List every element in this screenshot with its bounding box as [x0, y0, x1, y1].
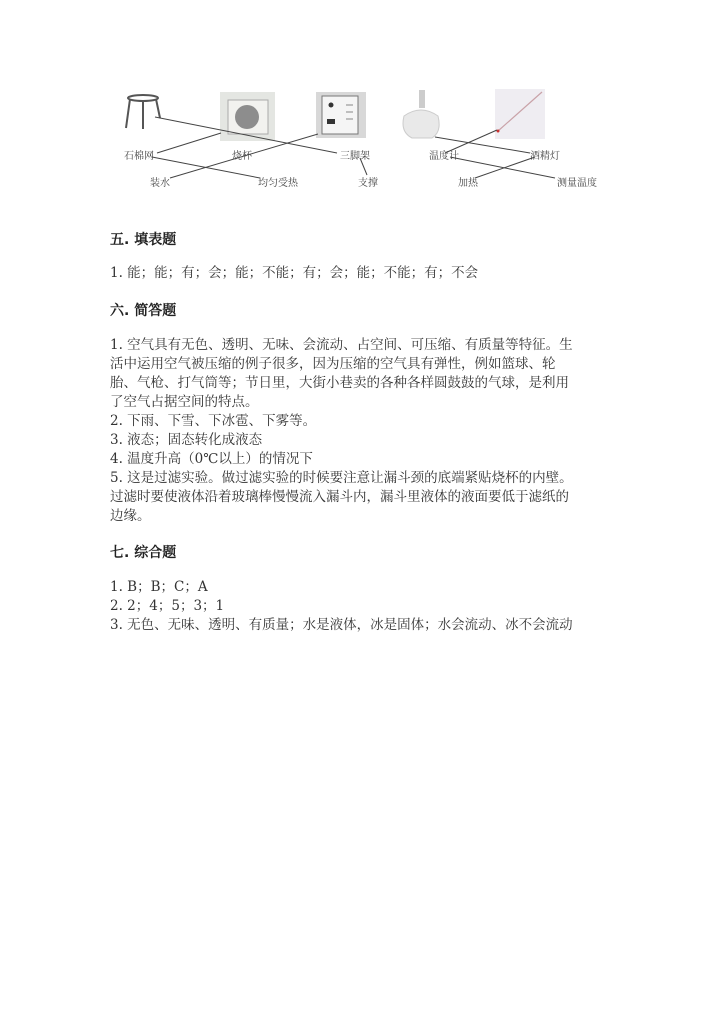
label-asbestos-net: 石棉网	[124, 151, 154, 162]
label-beaker: 烧杯	[232, 151, 252, 162]
section-heading-comprehensive: 七. 综合题	[110, 545, 177, 561]
matching-diagram	[0, 0, 720, 200]
beaker-icon	[316, 92, 366, 138]
answer-line: 3. 无色、无味、透明、有质量；水是液体，冰是固体；水会流动、冰不会流动	[110, 617, 573, 633]
section-heading-fill-table: 五. 填表题	[110, 232, 177, 248]
label-measure-temperature: 测量温度	[557, 178, 597, 189]
answer-line: 3. 液态；固态转化成液态	[110, 432, 263, 448]
asbestos-net-icon	[220, 92, 275, 141]
section-heading-short-answer: 六. 简答题	[110, 303, 177, 319]
label-support: 支撑	[358, 178, 378, 189]
answer-line: 了空气占据空间的特点。	[110, 394, 259, 410]
label-even-heating: 均匀受热	[258, 178, 298, 189]
answer-line: 1. 能；能；有；会；能；不能；有；会；能；不能；有；不会	[110, 265, 479, 281]
tripod-icon	[126, 95, 160, 129]
answer-line: 4. 温度升高（0℃以上）的情况下	[110, 451, 313, 467]
thermometer-icon	[495, 89, 545, 139]
label-heating: 加热	[458, 178, 478, 189]
answer-line: 5. 这是过滤实验。做过滤实验的时候要注意让漏斗颈的底端紧贴烧杯的内壁。	[110, 470, 573, 486]
label-alcohol-lamp: 酒精灯	[530, 151, 560, 162]
answer-line: 1. B；B；C；A	[110, 579, 208, 595]
answer-line: 2. 2；4；5；3；1	[110, 598, 225, 614]
answer-line: 2. 下雨、下雪、下冰雹、下雾等。	[110, 413, 317, 429]
answer-line: 胎、气枪、打气筒等；节日里，大街小巷卖的各种各样圆鼓鼓的气球，是利用	[110, 375, 569, 391]
answer-line: 过滤时要使液体沿着玻璃棒慢慢流入漏斗内，漏斗里液体的液面要低于滤纸的	[110, 489, 569, 505]
label-hold-water: 装水	[150, 178, 170, 189]
answer-line: 1. 空气具有无色、透明、无味、会流动、占空间、可压缩、有质量等特征。生	[110, 337, 573, 353]
label-tripod: 三脚架	[340, 151, 370, 162]
answer-line: 活中运用空气被压缩的例子很多，因为压缩的空气具有弹性，例如篮球、轮	[110, 356, 556, 372]
alcohol-lamp-icon	[403, 90, 439, 138]
diagram-graphics	[0, 0, 720, 200]
answer-line: 边缘。	[110, 508, 151, 524]
label-thermometer: 温度计	[429, 151, 459, 162]
